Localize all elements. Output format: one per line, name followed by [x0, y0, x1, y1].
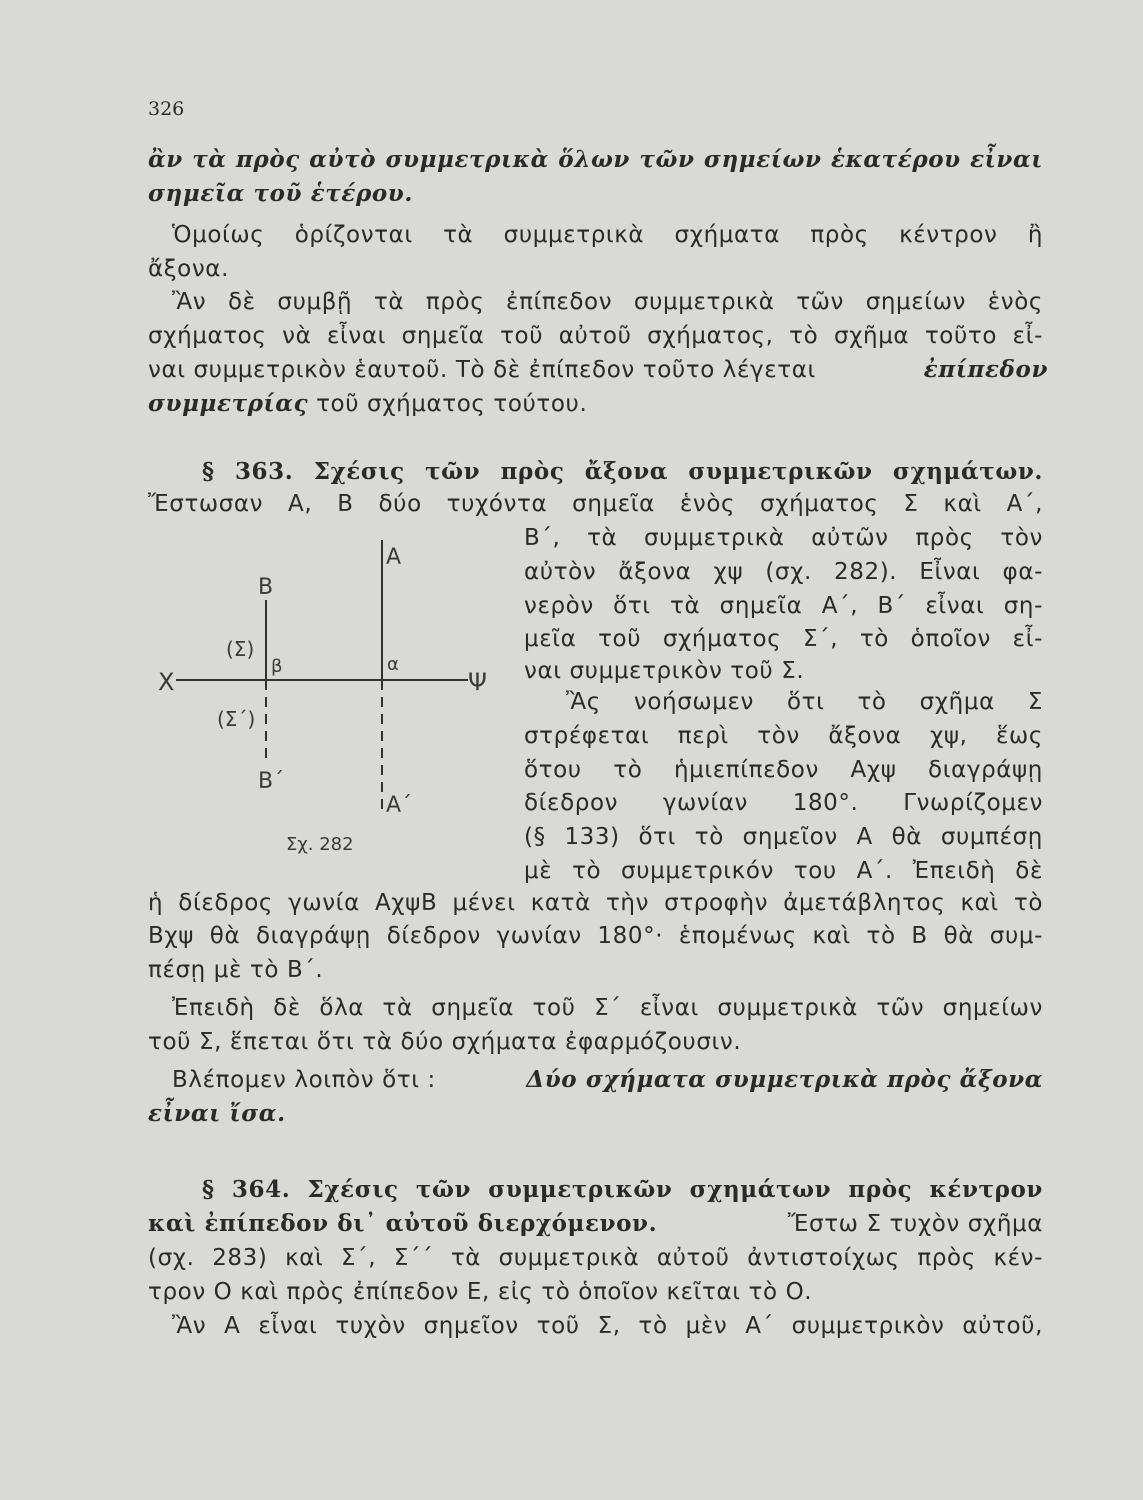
text-line: ἄξονα. [148, 256, 229, 282]
label-B-prime: Β΄ [258, 769, 285, 794]
text-line: ἡ δίεδρος γωνία ΑχψΒ μένει κατὰ τὴν στροφὴν ἀμετάβλητος καὶ τὸ [148, 890, 1043, 916]
text-line [148, 387, 1043, 421]
text-line: Ἔστωσαν Α, Β δύο τυχόντα σημεῖα ἑνὸς σχήματος Σ καὶ Α΄, [148, 491, 1043, 517]
text-line [172, 1063, 1043, 1097]
text-line [148, 1207, 1043, 1241]
page-number: 326 [148, 98, 185, 120]
section-heading-364: § 364. Σχέσις τῶν συμμετρικῶν σχημάτων πρὸς κέντρον [202, 1176, 1043, 1203]
text-line: τρον Ο καὶ πρὸς ἐπίπεδον Ε, εἰς τὸ ὁποῖον κεῖται τὸ Ο. [148, 1279, 813, 1305]
text-line: Ἂν Α εἶναι τυχὸν σημεῖον τοῦ Σ, τὸ μὲν Α΄ συμμετρικὸν αὐτοῦ, [172, 1313, 1043, 1339]
section-heading-364-cont: καὶ ἐπίπεδον δι᾽ αὐτοῦ διερχόμενον. [148, 1210, 658, 1237]
text-line: Βχψ θὰ διαγράψῃ δίεδρον γωνίαν 180°· ἑπομένως καὶ τὸ Β θὰ συμ- [148, 923, 1043, 949]
text-line: ἂν τὰ πρὸς αὐτὸ συμμετρικὰ ὅλων τῶν σημείων ἑκατέρου εἶναι [148, 146, 1043, 173]
figure-282 [150, 530, 510, 870]
text-line: αὐτὸν ἄξονα χψ (σχ. 282). Εἶναι φα- [524, 559, 1043, 585]
label-alpha: α [387, 654, 399, 675]
text-line: στρέφεται περὶ τὸν ἄξονα χψ, ἕως [524, 723, 1043, 749]
label-A: Α [386, 545, 402, 570]
label-x: Χ [158, 668, 175, 696]
text-line: (§ 133) ὅτι τὸ σημεῖον Α θὰ συμπέσῃ [524, 824, 1043, 850]
emphasis-statement: Δύο σχήματα συμμετρικὰ πρὸς ἄξονα [526, 1066, 1043, 1093]
emphasis-term: συμμετρίας [148, 390, 309, 417]
text-line: ναι συμμετρικὸν τοῦ Σ. [524, 658, 805, 684]
text-line: νερὸν ὅτι τὰ σημεῖα Α΄, Β΄ εἶναι ση- [524, 593, 1043, 619]
label-A-prime: Α΄ [386, 793, 413, 818]
text-line: σχήματος νὰ εἶναι σημεῖα τοῦ αὐτοῦ σχήματος, τὸ σχῆμα τοῦτο εἶ- [148, 323, 1043, 349]
text-run: Ἔστω Σ τυχὸν σχῆμα [787, 1211, 1043, 1237]
text-line: μεῖα τοῦ σχήματος Σ΄, τὸ ὁποῖον εἶ- [524, 626, 1043, 652]
label-sigma: (Σ) [226, 637, 255, 661]
label-sigma-prime: (Σ΄) [217, 707, 256, 731]
text-run: ναι συμμετρικὸν ἑαυτοῦ. Τὸ δὲ ἐπίπεδον τοῦτο λέγεται [148, 357, 816, 383]
text-line: (σχ. 283) καὶ Σ΄, Σ΄΄ τὰ συμμετρικὰ αὐτοῦ ἀντιστοίχως πρὸς κέν- [148, 1245, 1043, 1271]
text-line: Β΄, τὰ συμμετρικὰ αὐτῶν πρὸς τὸν [524, 525, 1043, 551]
text-line: Ἂν δὲ συμβῇ τὰ πρὸς ἐπίπεδον συμμετρικὰ τῶν σημείων ἑνὸς [172, 289, 1043, 315]
section-heading-363: § 363. Σχέσις τῶν πρὸς ἄξονα συμμετρικῶν σχημάτων. [202, 458, 1043, 485]
text-line: τοῦ Σ, ἕπεται ὅτι τὰ δύο σχήματα ἐφαρμόζουσιν. [148, 1029, 742, 1055]
text-line: Ἂς νοήσωμεν ὅτι τὸ σχῆμα Σ [566, 689, 1043, 715]
text-line [148, 353, 1048, 387]
text-line: μὲ τὸ συμμετρικόν του Α΄. Ἐπειδὴ δὲ [524, 858, 1043, 884]
text-line: Ὁμοίως ὁρίζονται τὰ συμμετρικὰ σχήματα πρὸς κέντρον ἢ [172, 222, 1043, 248]
text-line: δίεδρον γωνίαν 180°. Γνωρίζομεν [524, 790, 1043, 816]
text-line: σημεῖα τοῦ ἑτέρου. [148, 180, 413, 207]
text-run: Βλέπομεν λοιπὸν ὅτι : [172, 1067, 436, 1093]
text-line: πέσῃ μὲ τὸ Β΄. [148, 957, 324, 983]
text-run: τοῦ σχήματος τούτου. [316, 391, 588, 417]
figure-caption: Σχ. 282 [286, 834, 354, 855]
text-line: εἶναι ἴσα. [148, 1100, 286, 1127]
text-line: ὅτου τὸ ἡμιεπίπεδον Αχψ διαγράψῃ [524, 757, 1043, 783]
label-psi: Ψ [468, 668, 487, 696]
emphasis-term: ἐπίπεδον [923, 356, 1048, 383]
label-B: Β [258, 575, 274, 600]
label-beta: β [271, 656, 283, 677]
text-line: Ἐπειδὴ δὲ ὅλα τὰ σημεῖα τοῦ Σ΄ εἶναι συμμετρικὰ τῶν σημείων [172, 995, 1043, 1021]
